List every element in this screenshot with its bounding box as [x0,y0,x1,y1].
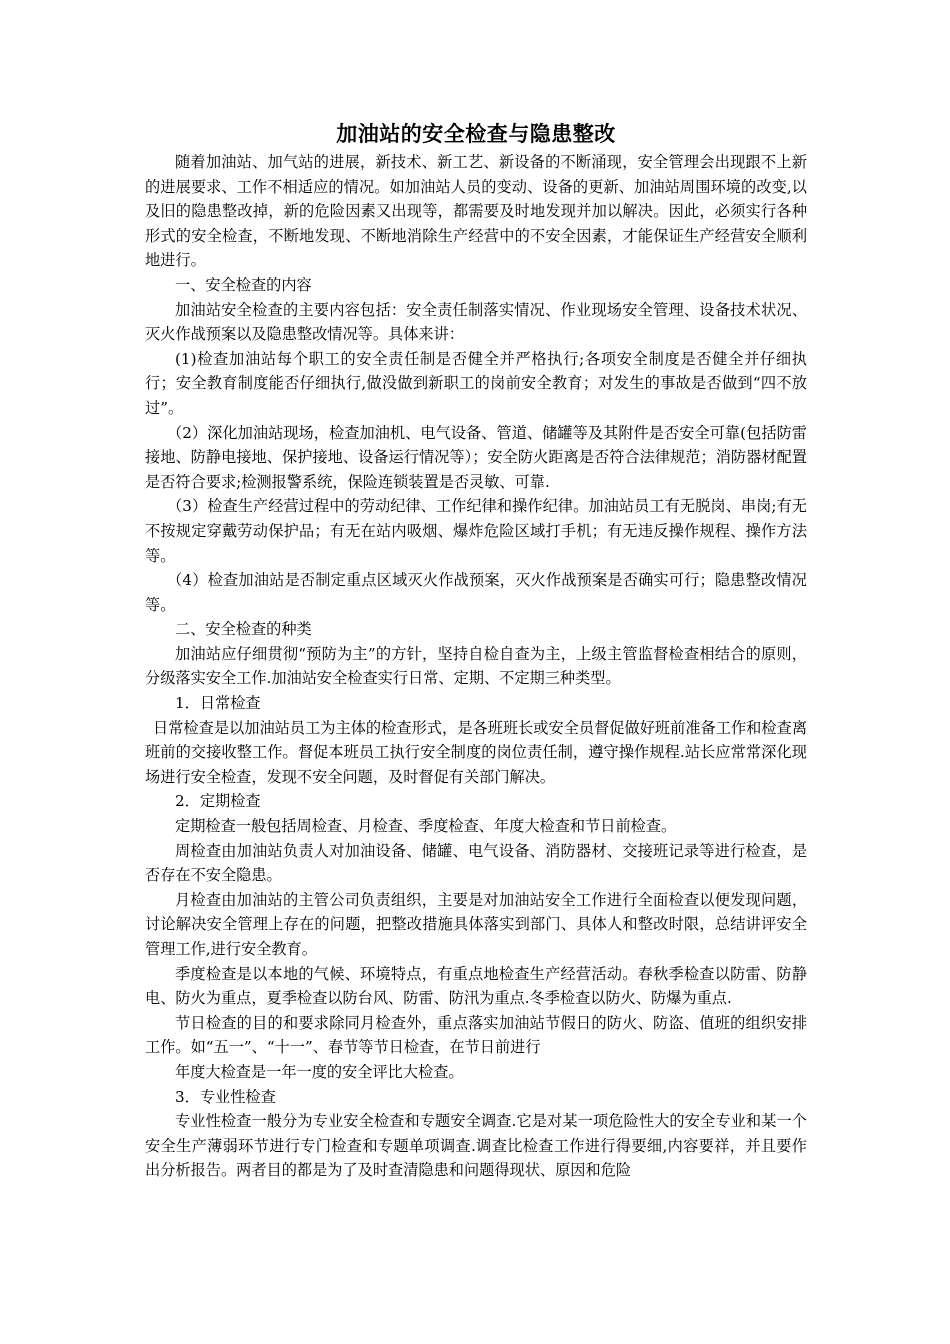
content-item-2: （2）深化加油站现场，检查加油机、电气设备、管道、储罐等及其附件是否安全可靠(包括防雷接地、防静电接地、保护接地、设备运行情况等）；安全防火距离是否符合法律规范；消防器材配置是否符合要求;检测报警系统，保险连锁装置是否灵敏、可靠. [145,423,807,491]
subheading-daily-check: 1．日常检查 [175,694,261,713]
annual-check-paragraph: 年度大检查是一年一度的安全评比大检查。 [175,1062,464,1081]
periodic-check-overview: 定期检查一般包括周检查、月检查、季度检查、年度大检查和节日前检查。 [175,817,677,836]
weekly-check-paragraph: 周检查由加油站负责人对加油设备、储罐、电气设备、消防器材、交接班记录等进行检查，是否存在不安全隐患。 [145,841,807,885]
section-heading-content: 一、安全检查的内容 [175,275,312,294]
professional-check-paragraph: 专业性检查一般分为专业安全检查和专题安全调查.它是对某一项危险性大的安全专业和某一个安全生产薄弱环节进行专门检查和专题单项调查.调查比检查工作进行得要细,内容要祥，并且要作出分析报告。两者目的都是为了及时查清隐患和问题得现状、原因和危险 [145,1112,807,1180]
types-overview-paragraph: 加油站应仔细贯彻“预防为主”的方针，坚持自检自查为主，上级主管监督检查相结合的原则，分级落实安全工作.加油站安全检查实行日常、定期、不定期三种类型。 [145,644,807,688]
content-item-4: （4）检查加油站是否制定重点区域灭火作战预案，灭火作战预案是否确实可行；隐患整改情况等。 [145,571,807,614]
content-item-1: (1)检查加油站每个职工的安全责任制是否健全并严格执行;各项安全制度是否健全并仔细执行；安全教育制度能否仔细执行,做没做到新职工的岗前安全教育；对发生的事故是否做到“四不放过”。 [145,349,807,417]
document-page [145,118,807,1183]
daily-check-paragraph: 日常检查是以加油站员工为主体的检查形式，是各班班长或安全员督促做好班前准备工作和检查离班前的交接收整工作。督促本班员工执行安全制度的岗位责任制，遵守操作规程.站长应常常深化现场进行安全检查，发现不安全问题，及时督促有关部门解决。 [145,718,807,786]
monthly-check-paragraph: 月检查由加油站的主管公司负责组织，主要是对加油站安全工作进行全面检查以便发现问题，讨论解决安全管理上存在的问题，把整改措施具体落实到部门、具体人和整改时限，总结讲评安全管理工作,进行安全教育。 [145,890,807,958]
subheading-professional-check: 3．专业性检查 [175,1087,276,1106]
quarterly-check-paragraph: 季度检查是以本地的气候、环境特点，有重点地检查生产经营活动。春秋季检查以防雷、防静电、防火为重点，夏季检查以防台风、防雷、防汛为重点.冬季检查以防火、防爆为重点. [145,964,807,1008]
content-overview-paragraph: 加油站安全检查的主要内容包括：安全责任制落实情况、作业现场安全管理、设备技术状况、灭火作战预案以及隐患整改情况等。具体来讲： [145,300,807,344]
section-heading-types: 二、安全检查的种类 [175,620,312,639]
subheading-periodic-check: 2．定期检查 [175,792,261,811]
document-title: 加油站的安全检查与隐患整改 [336,121,616,146]
content-item-3: （3）检查生产经营过程中的劳动纪律、工作纪律和操作纪律。加油站员工有无脱岗、串岗;有无不按规定穿戴劳动保护品；有无在站内吸烟、爆炸危险区域打手机；有无违反操作规程、操作方法等。 [145,497,807,565]
intro-paragraph: 随着加油站、加气站的进展，新技术、新工艺、新设备的不断涌现，安全管理会出现跟不上新的进展要求、工作不相适应的情况。如加油站人员的变动、设备的更新、加油站周围环境的改变,以及旧的隐患整改掉，新的危险因素又出现等，都需要及时地发现并加以解决。因此，必须实行各种形式的安全检查，不断地发现、不断地消除生产经营中的不安全因素，才能保证生产经营安全顺利地进行。 [145,153,807,270]
holiday-check-paragraph: 节日检查的目的和要求除同月检查外，重点落实加油站节假日的防火、防盗、值班的组织安排工作。如“五一”、“十一”、春节等节日检查，在节日前进行 [145,1013,807,1057]
